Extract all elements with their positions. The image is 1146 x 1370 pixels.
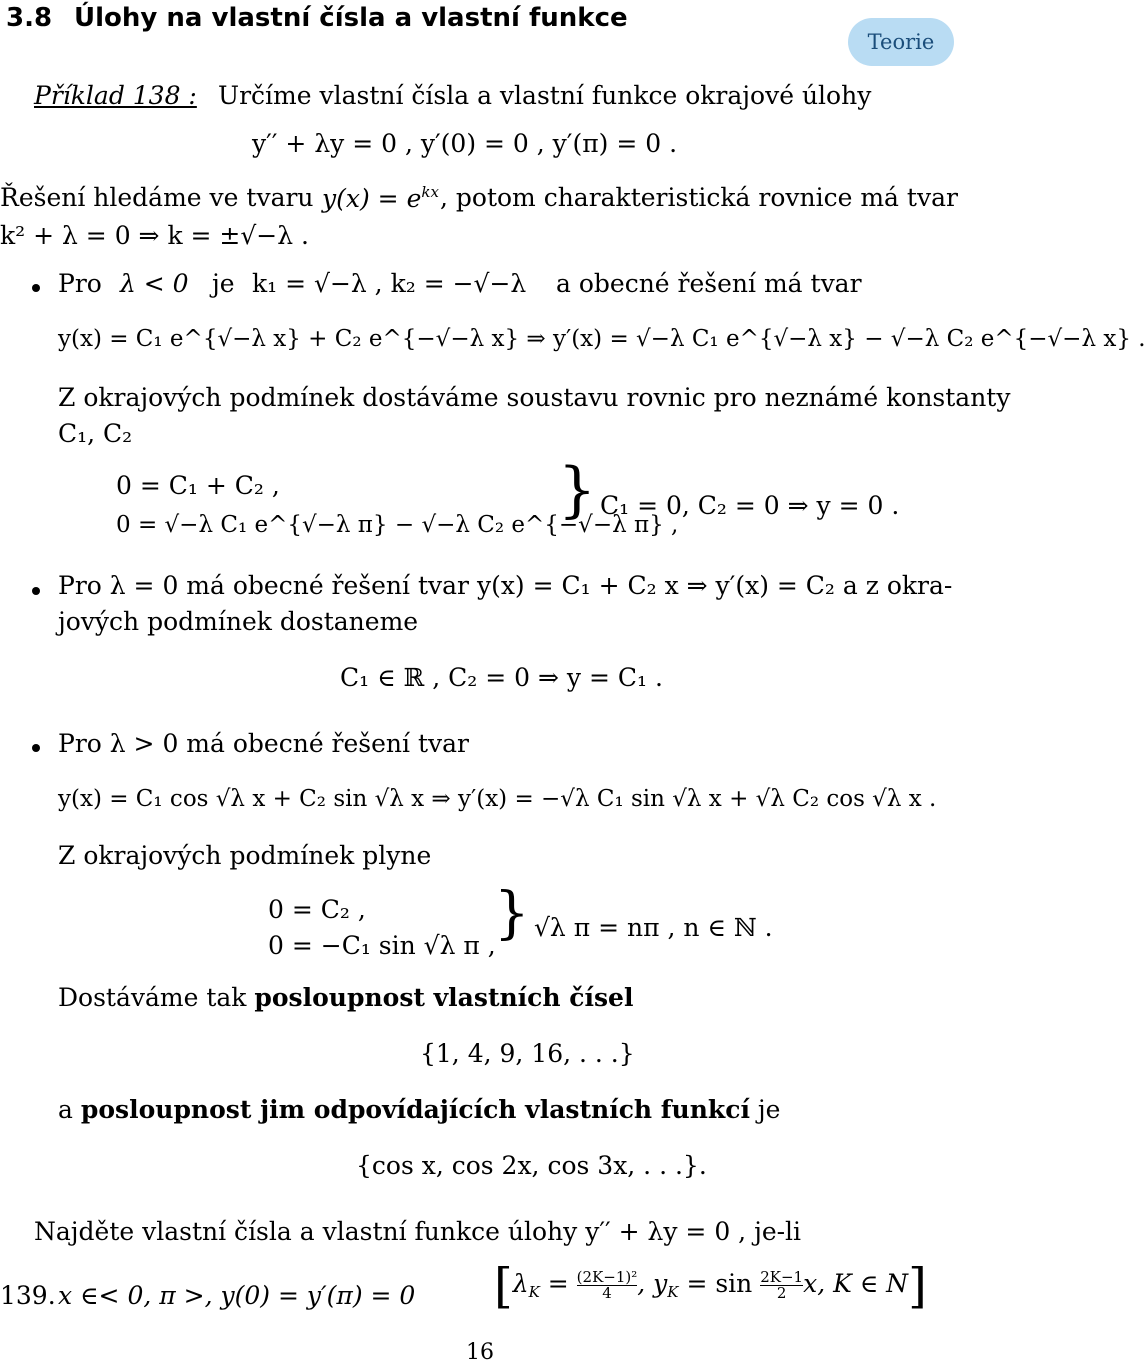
case1-bc-text: Z okrajových podmínek dostáváme soustavu rovnic pro neznámé konstanty <box>58 383 1011 412</box>
solution-intro: Řešení hledáme ve tvaru <box>0 183 314 212</box>
case3-system-eq1: 0 = C₂ , <box>268 895 366 924</box>
solution-form: $y(x) = e^{kx}$ <box>322 183 439 213</box>
case1-system-result: C₁ = 0, C₂ = 0 ⇒ y = 0 . <box>600 491 900 520</box>
theory-badge[interactable]: Teorie <box>848 18 954 66</box>
case2-line2: jových podmínek dostaneme <box>58 607 419 636</box>
exercise-task: x ∈< 0, π >, y(0) = y′(π) = 0 <box>58 1281 416 1310</box>
case1-roots: k₁ = √−λ , k₂ = −√−λ <box>252 269 527 298</box>
solution-tail: , potom charakteristická rovnice má tvar <box>440 183 958 212</box>
case1-constants: C₁, C₂ <box>58 419 133 448</box>
case1-system-eq1: 0 = C₁ + C₂ , <box>116 471 280 500</box>
exercise-prompt: Najděte vlastní čísla a vlastní funkce úlohy y′′ + λy = 0 , je-li <box>34 1217 802 1246</box>
case1-condition: λ < 0 <box>120 269 189 298</box>
case3-system-result: √λ π = nπ , n ∈ ℕ . <box>534 913 773 942</box>
case3-system-eq2: 0 = −C₁ sin √λ π , <box>268 931 496 960</box>
bullet-icon <box>32 587 40 595</box>
case2-line1: Pro λ = 0 má obecné řešení tvar y(x) = C₁ + C₂ x ⇒ y′(x) = C₂ a z okra- <box>58 571 953 600</box>
bullet-icon <box>32 284 40 292</box>
case3-line1: Pro λ > 0 má obecné řešení tvar <box>58 729 469 758</box>
case1-je: je <box>212 269 235 298</box>
section-number: 3.8 <box>6 3 53 33</box>
eigenfunctions-sentence: a posloupnost jim odpovídajících vlastních funkcí je <box>58 1095 781 1124</box>
section-title: Úlohy na vlastní čísla a vlastní funkce <box>74 3 628 33</box>
case1-general-solution: y(x) = C₁ e^{√−λ x} + C₂ e^{−√−λ x} ⇒ y′(x) = √−λ C₁ e^{√−λ x} − √−λ C₂ e^{−√−λ x} . <box>58 326 1146 352</box>
case1-pro: Pro <box>58 269 102 298</box>
page-number: 16 <box>466 1340 494 1365</box>
eigenvalues-set: {1, 4, 9, 16, . . .} <box>420 1039 635 1068</box>
case2-result: C₁ ∈ ℝ , C₂ = 0 ⇒ y = C₁ . <box>340 663 663 692</box>
case3-general-solution: y(x) = C₁ cos √λ x + C₂ sin √λ x ⇒ y′(x) = −√λ C₁ sin √λ x + √λ C₂ cos √λ x . <box>58 786 937 812</box>
system-brace: } <box>558 455 597 525</box>
system-brace: } <box>494 881 530 946</box>
example-label: Příklad 138 : <box>34 81 197 110</box>
case1-system-eq2: 0 = √−λ C₁ e^{√−λ π} − √−λ C₂ e^{−√−λ π} , <box>116 512 679 538</box>
eigenvalues-sentence: Dostáváme tak posloupnost vlastních čísel <box>58 983 634 1012</box>
characteristic-equation: k² + λ = 0 ⇒ k = ±√−λ . <box>0 221 309 250</box>
exercise-number: 139. <box>0 1281 56 1310</box>
example-equation: y′′ + λy = 0 , y′(0) = 0 , y′(π) = 0 . <box>252 129 678 158</box>
case1-general-text: a obecné řešení má tvar <box>556 269 862 298</box>
example-intro: Určíme vlastní čísla a vlastní funkce okrajové úlohy <box>218 81 872 110</box>
eigenfunctions-set: {cos x, cos 2x, cos 3x, . . .}. <box>356 1151 707 1180</box>
bullet-icon <box>32 744 40 752</box>
case3-bc-text: Z okrajových podmínek plyne <box>58 841 432 870</box>
exercise-answer: [$\lambda_K$ = $\frac{\text{(2K−1)²}}{4}$ , $y_K = \sin$ $\frac{2K-1}{2}$ x, K ∈ N] <box>494 1258 927 1314</box>
